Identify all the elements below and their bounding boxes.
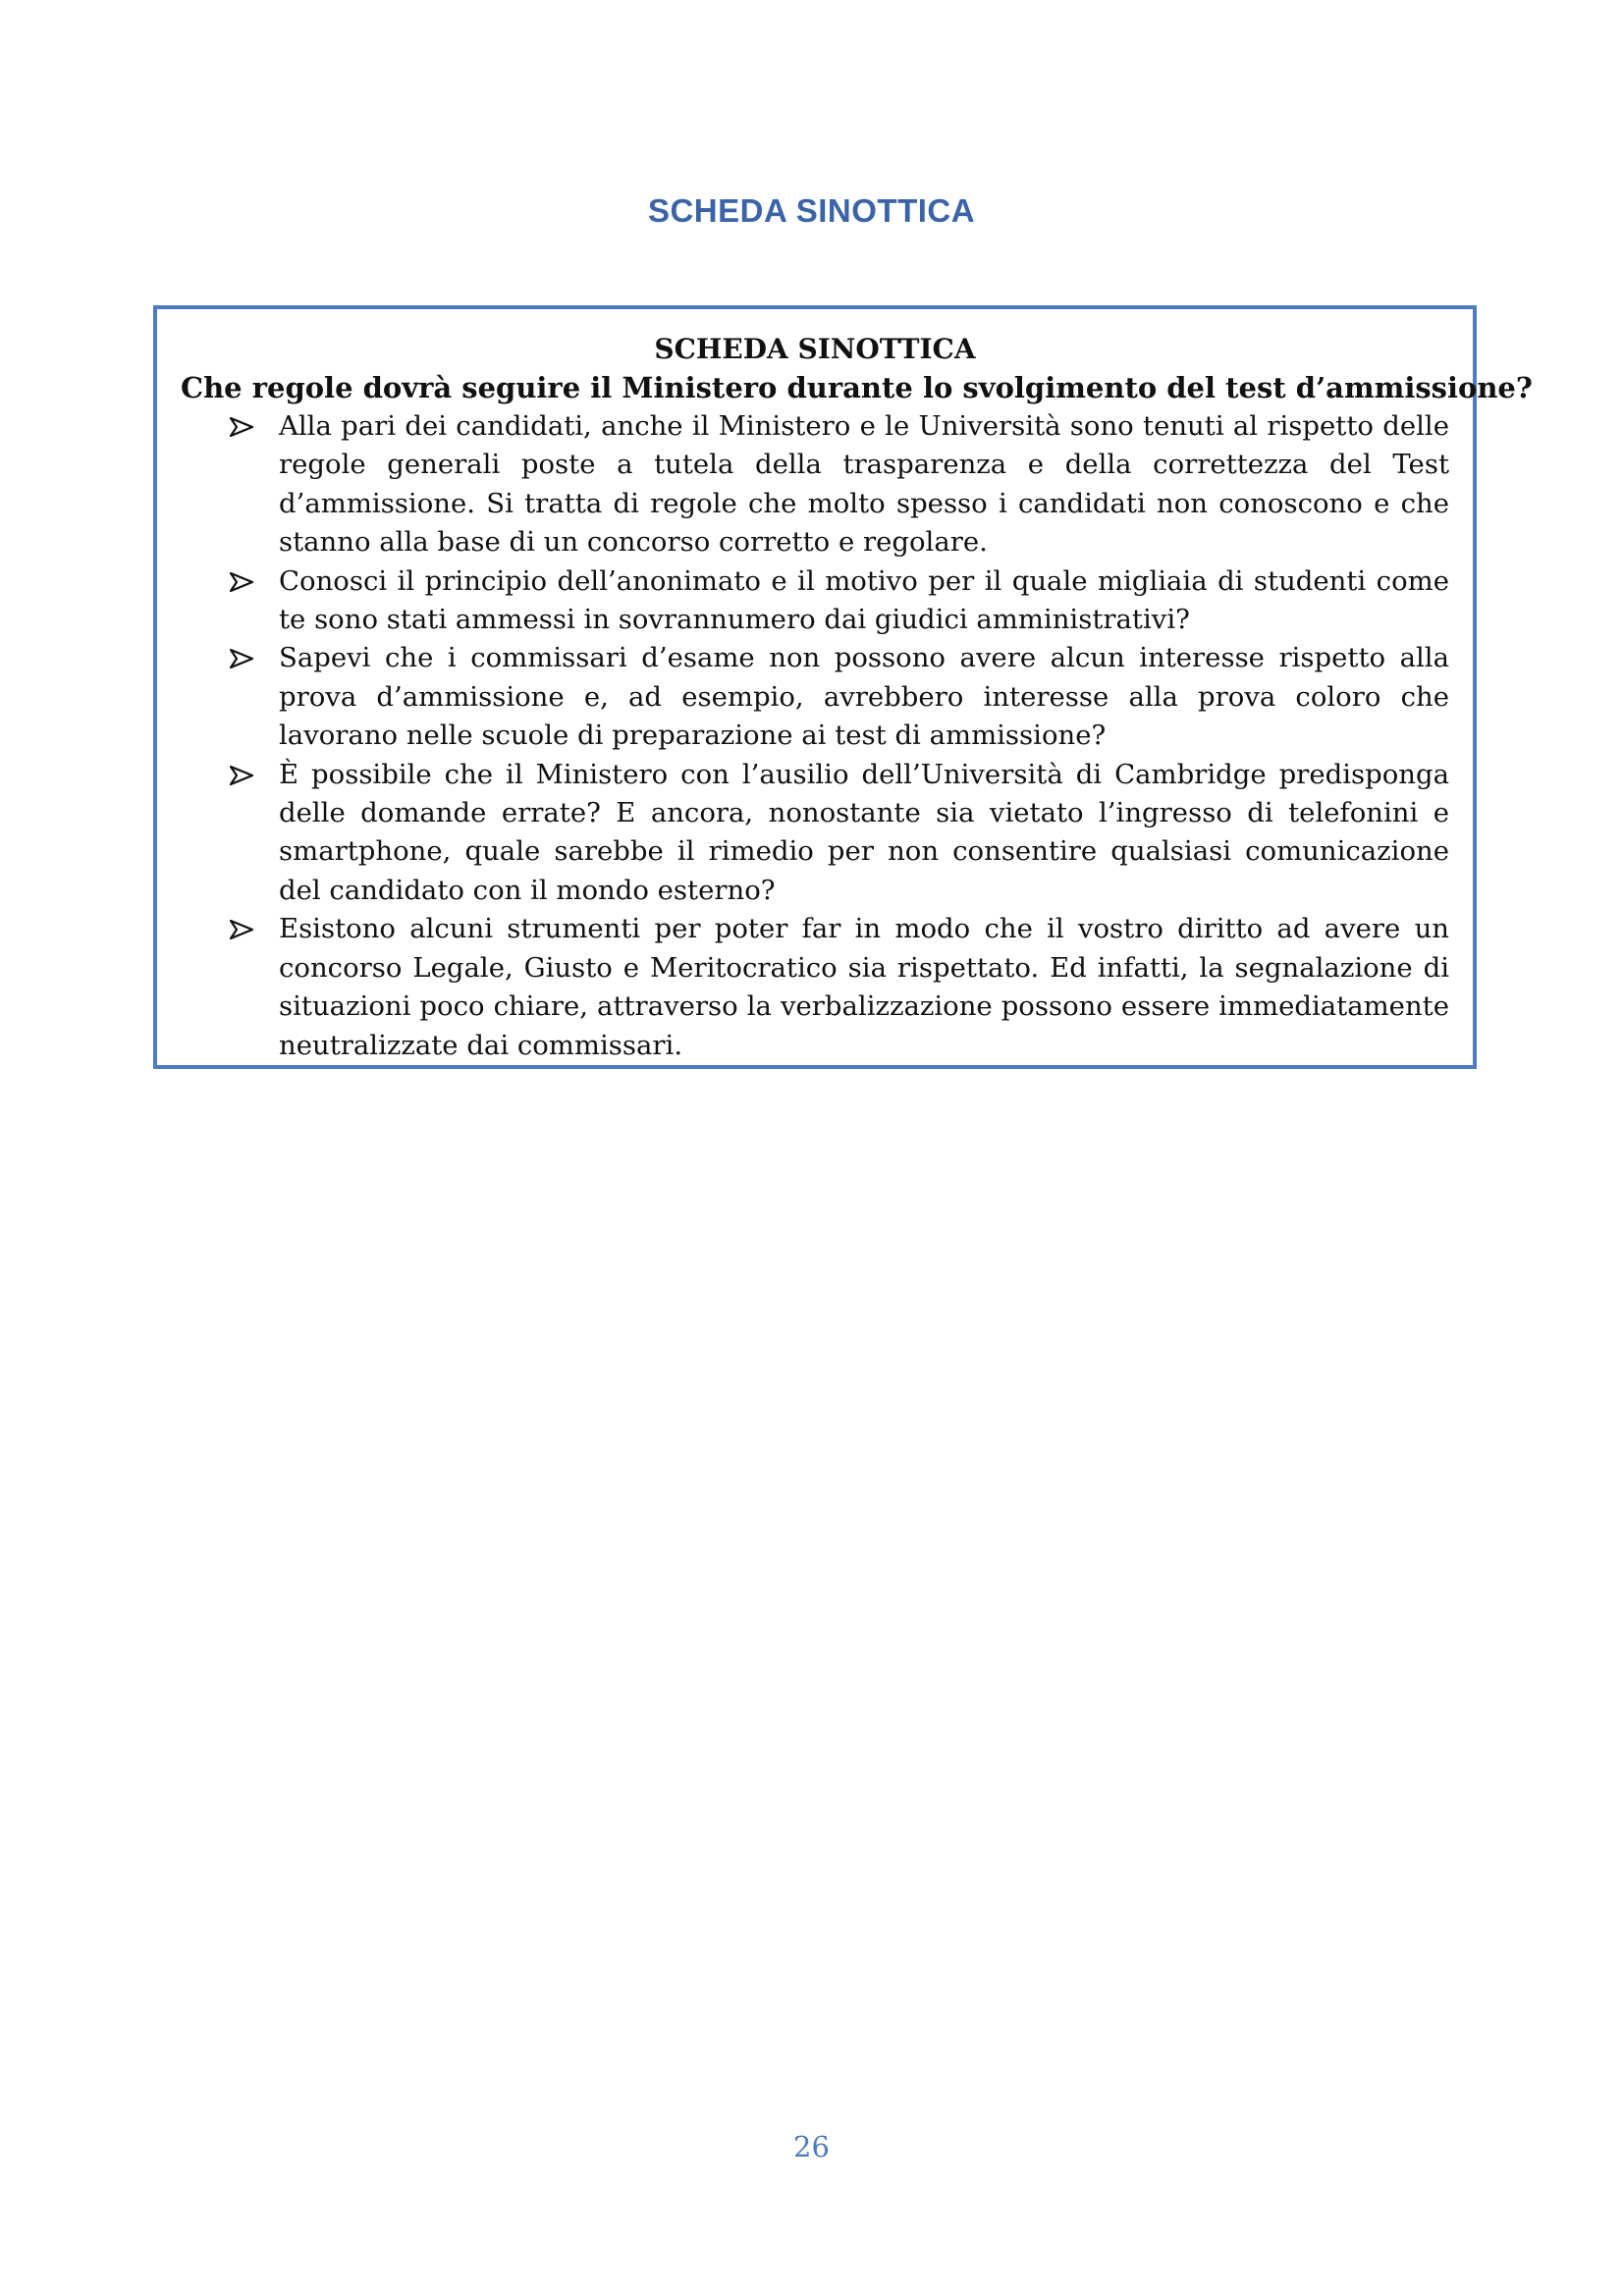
- arrowhead-bullet-icon: [230, 756, 259, 794]
- arrowhead-bullet-icon: [230, 407, 259, 446]
- page-number: 26: [793, 2130, 830, 2163]
- arrowhead-bullet-icon: [230, 639, 259, 677]
- bullet-list: [181, 407, 1449, 1065]
- arrowhead-bullet-icon: [230, 910, 259, 948]
- list-item: [181, 639, 1449, 755]
- list-item: [181, 756, 1449, 911]
- list-item-text: Conosci il principio dell’anonimato e il motivo per il quale migliaia di studenti come te sono stati ammessi in sovrannumero dai giudici amministrativi?: [279, 564, 1449, 636]
- list-item: [181, 910, 1449, 1065]
- arrowhead-bullet-icon: [230, 562, 259, 601]
- list-item-text: Alla pari dei candidati, anche il Ministero e le Università sono tenuti al rispetto delle regole generali poste a tutela della trasparenza e della correttezza del Test d’ammissione. Si tratta di regole che molto spesso i candidati non conoscono e che stanno alla base di un concorso corretto e regolare.: [279, 410, 1449, 559]
- synoptic-box: [153, 305, 1533, 1069]
- box-question: Che regole dovrà seguire il Ministero durante lo svolgimento del test d’ammissione?: [181, 371, 1533, 404]
- list-item-text: Esistono alcuni strumenti per poter far in modo che il vostro diritto ad avere un concorso Legale, Giusto e Meritocratico sia rispettato. Ed infatti, la segnalazione di situazioni poco chiare, attraverso la verbalizzazione possono essere immediatamente neutralizzate dai commissari.: [279, 913, 1449, 1061]
- list-item-text: Sapevi che i commissari d’esame non possono avere alcun interesse rispetto alla prova d’ammissione e, ad esempio, avrebbero interesse alla prova coloro che lavorano nelle scuole di preparazione ai test di ammissione?: [279, 642, 1449, 752]
- list-item: [181, 407, 1449, 562]
- box-title: SCHEDA SINOTTICA: [654, 333, 976, 365]
- list-item: [181, 562, 1449, 640]
- page-heading: SCHEDA SINOTTICA: [647, 192, 976, 229]
- list-item-text: È possibile che il Ministero con l’ausilio dell’Università di Cambridge predisponga delle domande errate? E ancora, nonostante sia vietato l’ingresso di telefonini e smartphone, quale sarebbe il rimedio per non consentire qualsiasi comunicazione del candidato con il mondo esterno?: [279, 758, 1449, 906]
